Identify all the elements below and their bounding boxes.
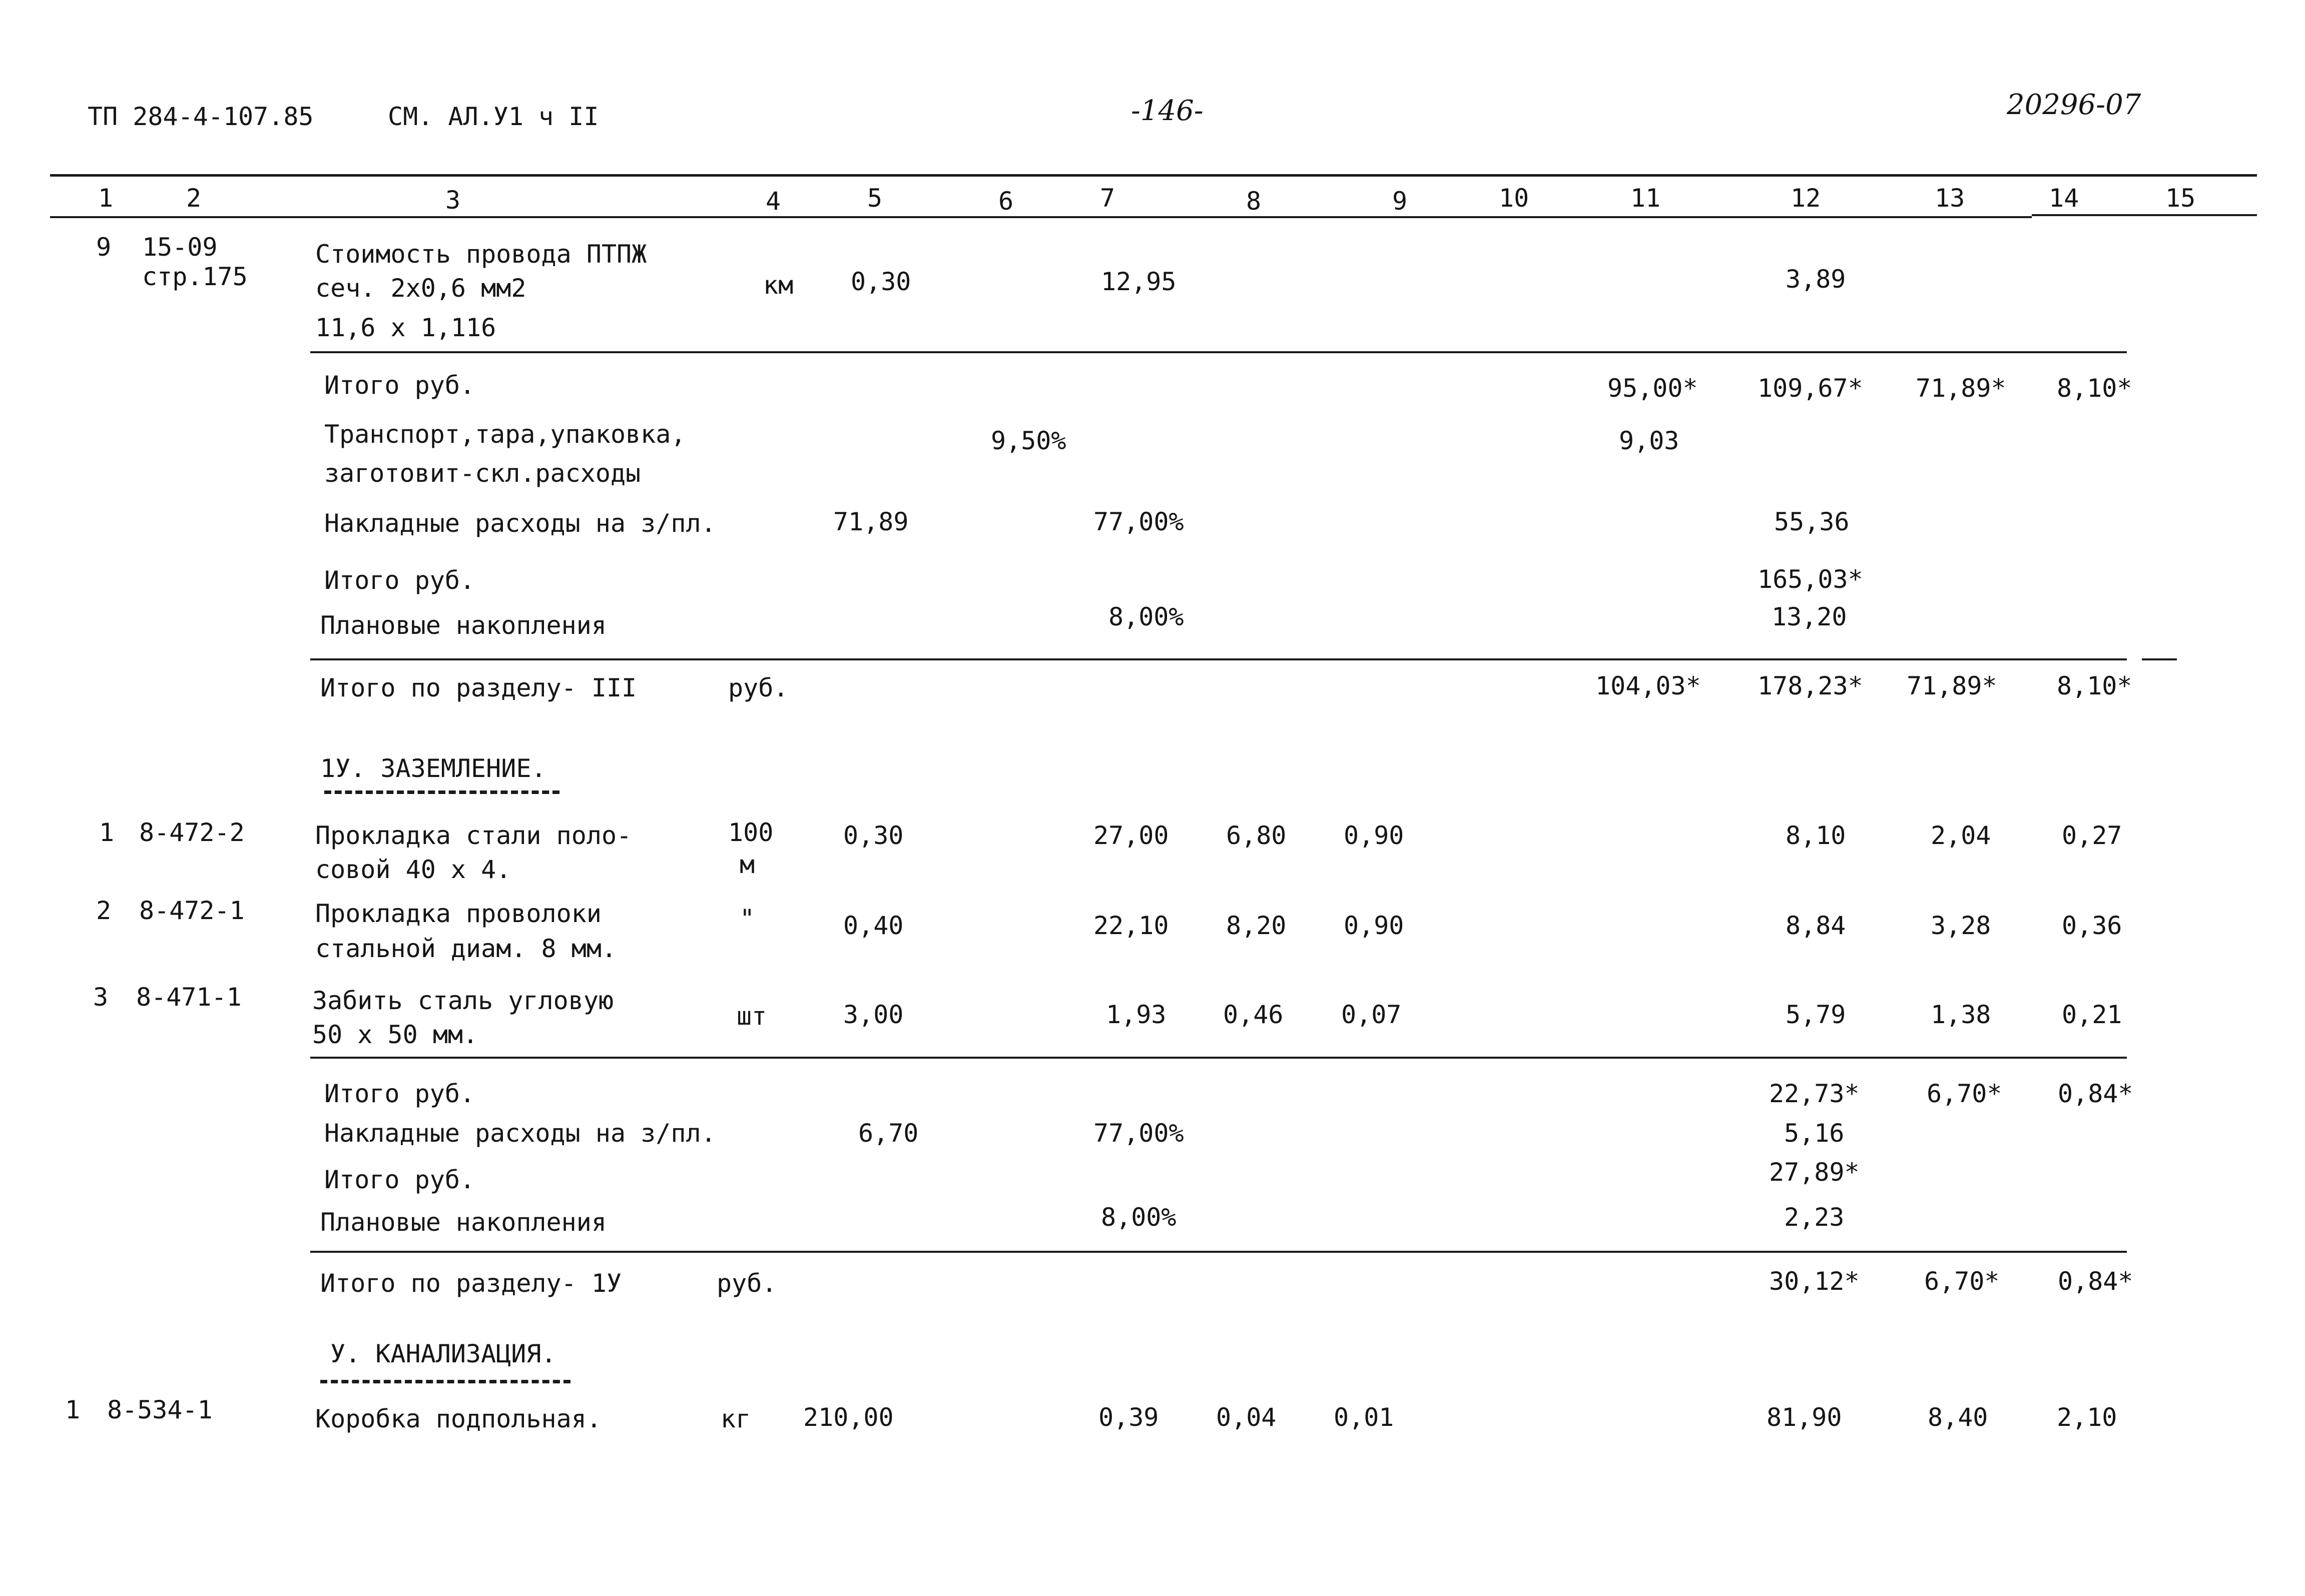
- subtotal-c11: 95,00*: [1607, 374, 1698, 403]
- section-total-c14: 0,84*: [2058, 1267, 2133, 1296]
- col-header-11: 11: [1630, 184, 1661, 213]
- col-header-4: 4: [766, 187, 781, 216]
- col9-value: 0,90: [1344, 821, 1404, 850]
- section-title-underline: [324, 790, 559, 794]
- subtotal-c12: 27,89*: [1769, 1158, 1860, 1187]
- item-description: сеч. 2х0,6 мм2: [315, 274, 526, 303]
- subtotal-c12: 109,67*: [1758, 374, 1863, 403]
- planned-savings-c12: 13,20: [1772, 602, 1847, 631]
- row-rule: [310, 1251, 2127, 1253]
- col-header-15: 15: [2165, 184, 2196, 213]
- quantity: 0,30: [843, 821, 904, 850]
- ditto-mark: ": [740, 904, 755, 933]
- quantity: 210,00: [803, 1403, 894, 1432]
- row-number: 1: [99, 818, 115, 847]
- row-rule: [310, 658, 2127, 660]
- subtotal-label: Итого руб.: [324, 1079, 475, 1108]
- planned-savings-percent: 8,00%: [1108, 602, 1184, 631]
- subtotal-label: Итого руб.: [324, 1165, 475, 1194]
- col-header-10: 10: [1499, 184, 1529, 213]
- page-number: -146-: [1131, 95, 1204, 127]
- item-description: совой 40 х 4.: [315, 855, 511, 884]
- subtotal-c14: 0,84*: [2058, 1079, 2133, 1108]
- col14-value: 0,27: [2062, 821, 2122, 850]
- col13-value: 2,04: [1931, 821, 1991, 850]
- unit-price: 12,95: [1101, 267, 1177, 296]
- row-number: 2: [96, 896, 112, 925]
- unit-price: 22,10: [1093, 911, 1169, 940]
- col13-value: 3,28: [1931, 911, 1991, 940]
- section-total-unit: руб.: [728, 673, 789, 702]
- section-total-c13: 6,70*: [1924, 1267, 2000, 1296]
- row-rule-stub: [2142, 658, 2177, 660]
- total-cost: 8,10: [1786, 821, 1846, 850]
- subtotal-c12: 165,03*: [1758, 565, 1863, 594]
- quantity: 0,40: [843, 911, 904, 940]
- section-total-c14: 8,10*: [2057, 671, 2132, 700]
- col9-value: 0,01: [1334, 1403, 1394, 1432]
- row-rule: [310, 1057, 2127, 1059]
- sheet-reference: СМ. АЛ.У1 ч II: [388, 102, 599, 131]
- overhead-label: Накладные расходы на з/пл.: [324, 509, 716, 538]
- row-number: 1: [65, 1395, 81, 1424]
- col8-value: 8,20: [1226, 911, 1287, 940]
- col9-value: 0,07: [1341, 1000, 1402, 1029]
- item-description: Коробка подпольная.: [315, 1404, 602, 1433]
- transport-c11: 9,03: [1619, 426, 1679, 455]
- rate-code: 8-472-1: [139, 896, 245, 925]
- total-cost: 3,89: [1786, 265, 1846, 294]
- section-title: 1У. ЗАЗЕМЛЕНИЕ.: [320, 754, 546, 783]
- header-bottom-rule-right: [2032, 214, 2257, 216]
- overhead-percent: 77,00%: [1093, 507, 1184, 536]
- rate-code: 8-534-1: [107, 1395, 213, 1424]
- row-number: 3: [93, 983, 109, 1012]
- col14-value: 0,36: [2062, 911, 2122, 940]
- total-cost: 8,84: [1786, 911, 1846, 940]
- item-description: 50 х 50 мм.: [312, 1020, 478, 1049]
- overhead-c12: 5,16: [1784, 1119, 1845, 1148]
- col13-value: 1,38: [1931, 1000, 1991, 1029]
- col-header-13: 13: [1935, 184, 1965, 213]
- overhead-percent: 77,00%: [1093, 1119, 1184, 1148]
- unit-price: 1,93: [1106, 1000, 1167, 1029]
- item-description: Прокладка проволоки: [315, 899, 602, 928]
- unit: м: [740, 850, 755, 879]
- planned-savings-c12: 2,23: [1784, 1203, 1845, 1232]
- unit: кг: [721, 1404, 751, 1433]
- unit: шт: [737, 1002, 767, 1031]
- unit: 100: [728, 818, 774, 847]
- subtotal-c12: 22,73*: [1769, 1079, 1860, 1108]
- item-description: стальной диам. 8 мм.: [315, 934, 617, 963]
- section-total-label: Итого по разделу- 1У: [320, 1269, 622, 1298]
- section-title: У. КАНАЛИЗАЦИЯ.: [330, 1339, 556, 1368]
- overhead-label: Накладные расходы на з/пл.: [324, 1119, 716, 1148]
- row-number: 9: [96, 233, 112, 262]
- total-cost: 81,90: [1767, 1403, 1842, 1432]
- transport-percent: 9,50%: [991, 426, 1066, 455]
- archive-number: 20296-07: [2007, 89, 2141, 121]
- unit-price: 0,39: [1098, 1403, 1159, 1432]
- unit-price: 27,00: [1093, 821, 1169, 850]
- total-cost: 5,79: [1786, 1000, 1846, 1029]
- col13-value: 8,40: [1928, 1403, 1988, 1432]
- subtotal-label: Итого руб.: [324, 371, 475, 400]
- quantity: 0,30: [851, 267, 911, 296]
- overhead-base: 6,70: [858, 1119, 919, 1148]
- col14-value: 0,21: [2062, 1000, 2122, 1029]
- col8-value: 6,80: [1226, 821, 1287, 850]
- col8-value: 0,46: [1223, 1000, 1284, 1029]
- transport-label: заготовит-скл.расходы: [324, 459, 641, 488]
- col-header-2: 2: [186, 184, 202, 213]
- rate-code: 8-471-1: [136, 983, 242, 1012]
- section-total-c13: 71,89*: [1907, 671, 1997, 700]
- rate-code: 8-472-2: [139, 818, 245, 847]
- section-total-label: Итого по разделу- III: [320, 673, 637, 702]
- col8-value: 0,04: [1216, 1403, 1277, 1432]
- item-description: 11,6 х 1,116: [315, 313, 496, 342]
- col-header-8: 8: [1246, 187, 1262, 216]
- subtotal-c14: 8,10*: [2057, 374, 2132, 403]
- subtotal-label: Итого руб.: [324, 566, 475, 595]
- table-top-rule: [50, 174, 2257, 177]
- transport-label: Транспорт,тара,упаковка,: [324, 420, 686, 449]
- col-header-14: 14: [2049, 184, 2079, 213]
- subtotal-c13: 71,89*: [1916, 374, 2006, 403]
- col-header-5: 5: [867, 184, 883, 213]
- section-total-unit: руб.: [717, 1269, 777, 1298]
- quantity: 3,00: [843, 1000, 904, 1029]
- col-header-9: 9: [1392, 187, 1408, 216]
- planned-savings-label: Плановые накопления: [320, 1208, 607, 1237]
- header-bottom-rule: [50, 216, 2032, 218]
- col9-value: 0,90: [1344, 911, 1404, 940]
- overhead-c12: 55,36: [1774, 507, 1850, 536]
- item-description: Забить сталь угловую: [312, 986, 614, 1015]
- item-description: Стоимость провода ПТПЖ: [315, 240, 647, 269]
- item-description: Прокладка стали поло-: [315, 821, 632, 850]
- overhead-base: 71,89: [833, 507, 909, 536]
- col-header-6: 6: [998, 187, 1014, 216]
- planned-savings-label: Плановые накопления: [320, 611, 607, 640]
- rate-code-page: стр.175: [142, 262, 248, 291]
- row-rule: [310, 351, 2127, 353]
- planned-savings-percent: 8,00%: [1101, 1203, 1177, 1232]
- col-header-3: 3: [445, 186, 461, 215]
- document-code: ТП 284-4-107.85: [88, 102, 314, 131]
- col14-value: 2,10: [2057, 1403, 2117, 1432]
- col-header-12: 12: [1791, 184, 1821, 213]
- section-total-c12: 30,12*: [1769, 1267, 1860, 1296]
- section-total-c12: 178,23*: [1758, 671, 1863, 700]
- rate-code: 15-09: [142, 233, 218, 262]
- subtotal-c13: 6,70*: [1927, 1079, 2002, 1108]
- unit: км: [763, 271, 794, 300]
- section-total-c11: 104,03*: [1595, 671, 1701, 700]
- section-title-underline: [320, 1380, 570, 1383]
- col-header-7: 7: [1100, 184, 1115, 213]
- col-header-1: 1: [98, 184, 114, 213]
